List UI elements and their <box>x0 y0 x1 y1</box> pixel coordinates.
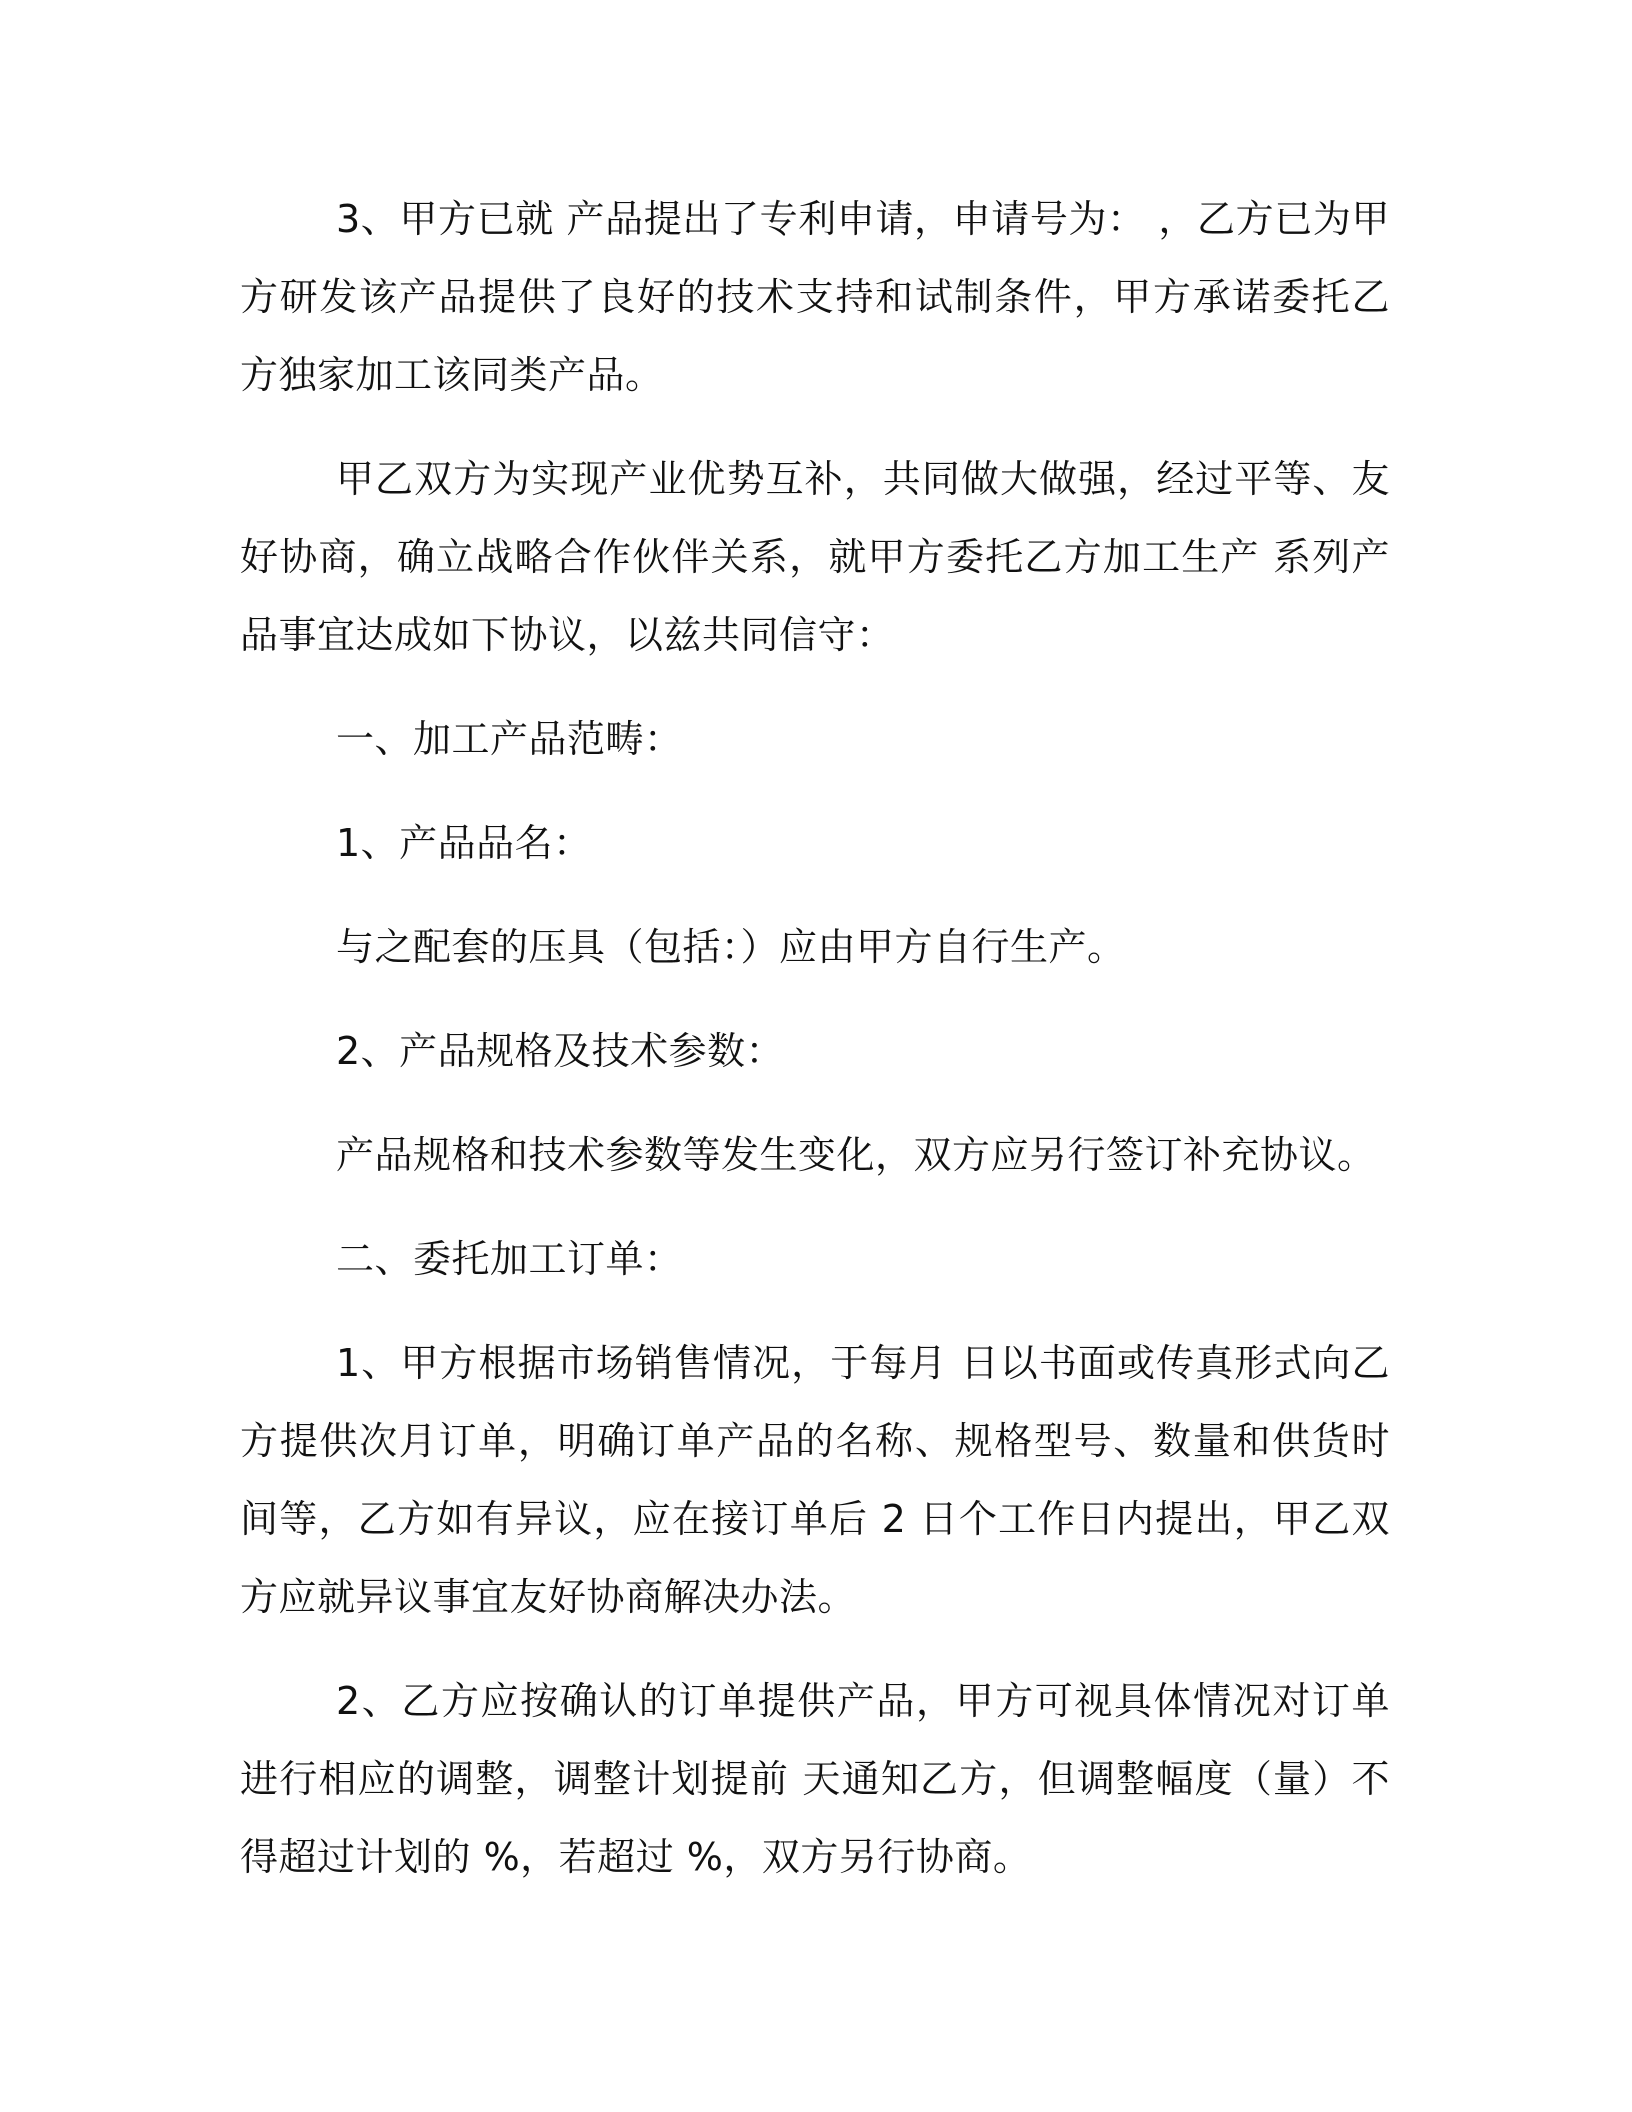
heading-processing-orders: 二、委托加工订单： <box>336 1237 683 1281</box>
item-product-specs: 2、产品规格及技术参数： <box>336 1029 785 1073</box>
paragraph-patent-application: 3、甲方已就 产品提出了专利申请，申请号为： ，乙方已为甲方研发该产品提供了良好的技术支持和试制条件，甲方承诺委托乙方独家加工该同类产品。 <box>240 197 1390 397</box>
document-body <box>240 180 1390 1922</box>
paragraph-monthly-orders: 1、甲方根据市场销售情况，于每月 日以书面或传真形式向乙方提供次月订单，明确订单产品的名称、规格型号、数量和供货时间等，乙方如有异议，应在接订单后 2 日个工作日内提出，甲乙双方应就异议事宜友好协商解决办法。 <box>240 1341 1390 1619</box>
item-product-name: 1、产品品名： <box>336 821 592 865</box>
paragraph-strategic-partnership: 甲乙双方为实现产业优势互补，共同做大做强，经过平等、友好协商，确立战略合作伙伴关系，就甲方委托乙方加工生产 系列产品事宜达成如下协议，以兹共同信守： <box>240 457 1390 657</box>
paragraph-order-adjustment: 2、乙方应按确认的订单提供产品，甲方可视具体情况对订单进行相应的调整，调整计划提前 天通知乙方，但调整幅度（量）不得超过计划的 %，若超过 %，双方另行协商。 <box>240 1679 1390 1879</box>
paragraph-spec-changes: 产品规格和技术参数等发生变化，双方应另行签订补充协议。 <box>336 1133 1376 1177</box>
heading-processing-scope: 一、加工产品范畴： <box>336 717 683 761</box>
paragraph-pressing-tools: 与之配套的压具（包括：）应由甲方自行生产。 <box>336 925 1126 969</box>
